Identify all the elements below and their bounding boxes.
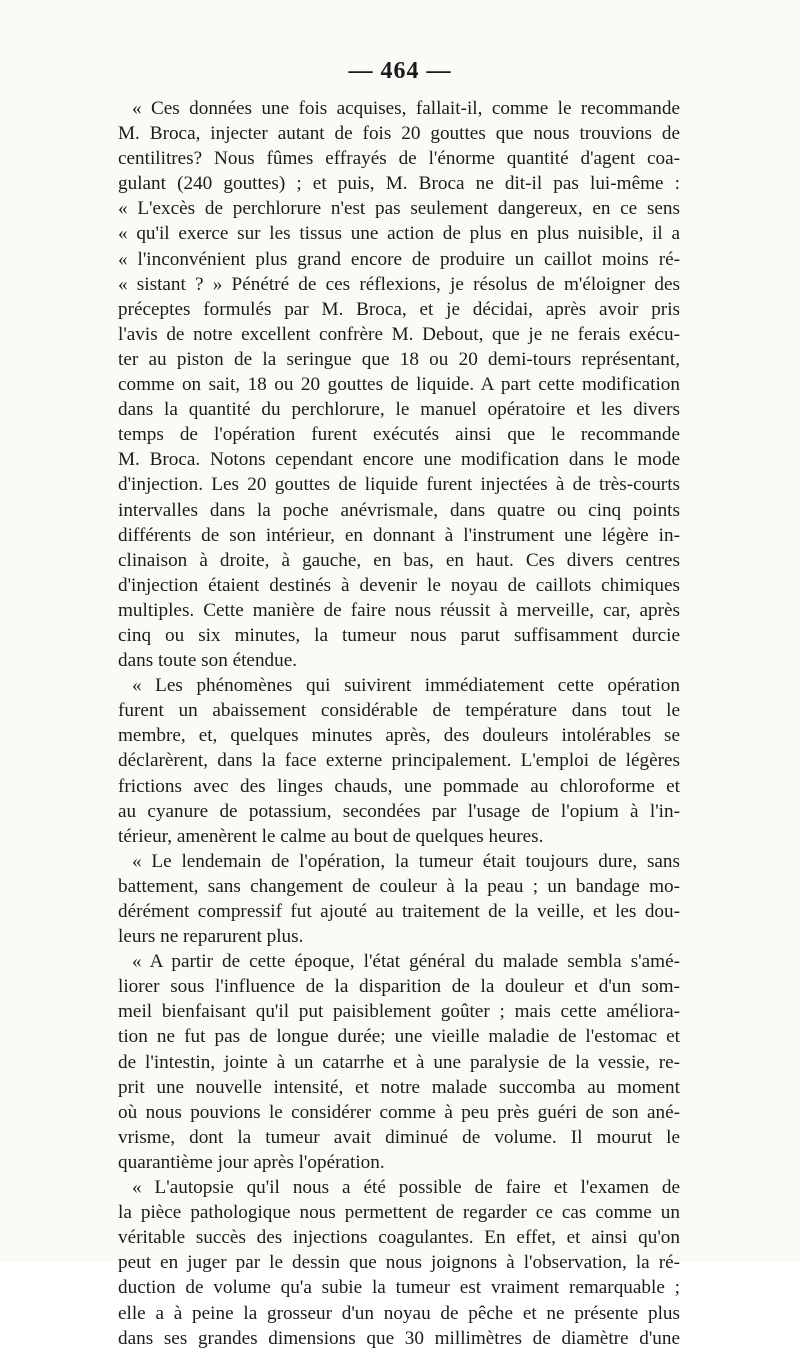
text-line: térieur, amenèrent le calme au bout de quelques heures. bbox=[118, 825, 544, 847]
text-line: liorer sous l'influence de la disparition de la douleur et d'un som- bbox=[118, 976, 680, 998]
text-line: quarantième jour après l'opération. bbox=[118, 1151, 385, 1173]
text-line: « Le lendemain de l'opération, la tumeur était toujours dure, sans bbox=[132, 850, 680, 872]
text-line: l'avis de notre excellent confrère M. Debout, que je ne ferais exécu- bbox=[118, 323, 680, 345]
text-line: « sistant ? » Pénétré de ces réflexions, je résolus de m'éloigner des bbox=[118, 273, 680, 295]
text-line: elle a à peine la grosseur d'un noyau de pêche et ne présente plus bbox=[118, 1302, 680, 1324]
body-text bbox=[118, 96, 680, 1351]
text-line: furent un abaissement considérable de température dans tout le bbox=[118, 700, 680, 722]
text-line: centilitres? Nous fûmes effrayés de l'énorme quantité d'agent coa- bbox=[118, 148, 680, 170]
text-line: battement, sans changement de couleur à la peau ; un bandage mo- bbox=[118, 875, 680, 897]
text-line: véritable succès des injections coagulantes. En effet, et ainsi qu'on bbox=[118, 1227, 680, 1249]
text-line: tion ne fut pas de longue durée; une vieille maladie de l'estomac et bbox=[118, 1026, 680, 1048]
text-line: « Ces données une fois acquises, fallait-il, comme le recommande bbox=[132, 98, 680, 119]
text-line: gulant (240 gouttes) ; et puis, M. Broca ne dit-il pas lui-même : bbox=[118, 173, 680, 195]
text-line: leurs ne reparurent plus. bbox=[118, 926, 304, 948]
text-line: membre, et, quelques minutes après, des douleurs intolérables se bbox=[118, 725, 680, 747]
text-line: multiples. Cette manière de faire nous réussit à merveille, car, après bbox=[118, 599, 680, 621]
text-line: « A partir de cette époque, l'état général du malade sembla s'amé- bbox=[132, 951, 680, 973]
text-line: de l'intestin, jointe à un catarrhe et à une paralysie de la vessie, re- bbox=[118, 1051, 680, 1073]
text-line: « Les phénomènes qui suivirent immédiatement cette opération bbox=[132, 675, 680, 697]
text-line: la pièce pathologique nous permettent de regarder ce cas comme un bbox=[118, 1202, 680, 1224]
text-line: M. Broca, injecter autant de fois 20 gouttes que nous trouvions de bbox=[118, 123, 680, 145]
text-line: dans la quantité du perchlorure, le manuel opératoire et les divers bbox=[118, 399, 680, 421]
text-line: où nous pouvions le considérer comme à peu près guéri de son ané- bbox=[118, 1101, 680, 1123]
text-line: différents de son intérieur, en donnant à l'instrument une légère in- bbox=[118, 524, 680, 546]
text-line: peut en juger par le dessin que nous joignons à l'observation, la ré- bbox=[118, 1252, 680, 1274]
text-line: déclarèrent, dans la face externe principalement. L'emploi de légères bbox=[118, 750, 680, 772]
page-number: — 464 — bbox=[348, 58, 452, 84]
text-line: d'injection. Les 20 gouttes de liquide furent injectées à de très-courts bbox=[118, 474, 680, 496]
text-line: dans ses grandes dimensions que 30 millimètres de diamètre d'une bbox=[118, 1327, 680, 1349]
text-line: duction de volume qu'a subie la tumeur est vraiment remarquable ; bbox=[118, 1277, 680, 1299]
text-line: dérément compressif fut ajouté au traitement de la veille, et les dou- bbox=[118, 901, 680, 922]
text-line: d'injection étaient destinés à devenir le noyau de caillots chimiques bbox=[118, 574, 680, 596]
text-line: temps de l'opération furent exécutés ainsi que le recommande bbox=[118, 424, 680, 446]
text-line: prit une nouvelle intensité, et notre malade succomba au moment bbox=[118, 1076, 680, 1098]
text-line: au cyanure de potassium, secondées par l'usage de l'opium à l'in- bbox=[118, 800, 680, 822]
text-line: intervalles dans la poche anévrismale, dans quatre ou cinq points bbox=[118, 499, 680, 521]
text-line: frictions avec des linges chauds, une pommade au chloroforme et bbox=[118, 775, 680, 797]
text-line: M. Broca. Notons cependant encore une modification dans le mode bbox=[118, 449, 680, 471]
text-line: ter au piston de la seringue que 18 ou 20 demi-tours représentant, bbox=[118, 348, 680, 370]
text-line: « L'excès de perchlorure n'est pas seulement dangereux, en ce sens bbox=[118, 198, 680, 220]
text-line: préceptes formulés par M. Broca, et je décidai, après avoir pris bbox=[118, 298, 680, 320]
text-line: « L'autopsie qu'il nous a été possible de faire et l'examen de bbox=[132, 1177, 680, 1199]
text-line: meil bienfaisant qu'il put paisiblement goûter ; mais cette améliora- bbox=[118, 1001, 680, 1023]
text-line: clinaison à droite, à gauche, en bas, en haut. Ces divers centres bbox=[118, 549, 680, 571]
text-line: vrisme, dont la tumeur avait diminué de volume. Il mourut le bbox=[118, 1126, 680, 1148]
text-line: « l'inconvénient plus grand encore de produire un caillot moins ré- bbox=[118, 248, 680, 270]
text-line: « qu'il exerce sur les tissus une action de plus en plus nuisible, il a bbox=[118, 223, 680, 245]
text-line: cinq ou six minutes, la tumeur nous parut suffisamment durcie bbox=[118, 624, 680, 646]
text-line: dans toute son étendue. bbox=[118, 650, 298, 672]
text-line: comme on sait, 18 ou 20 gouttes de liquide. A part cette modification bbox=[118, 374, 680, 396]
